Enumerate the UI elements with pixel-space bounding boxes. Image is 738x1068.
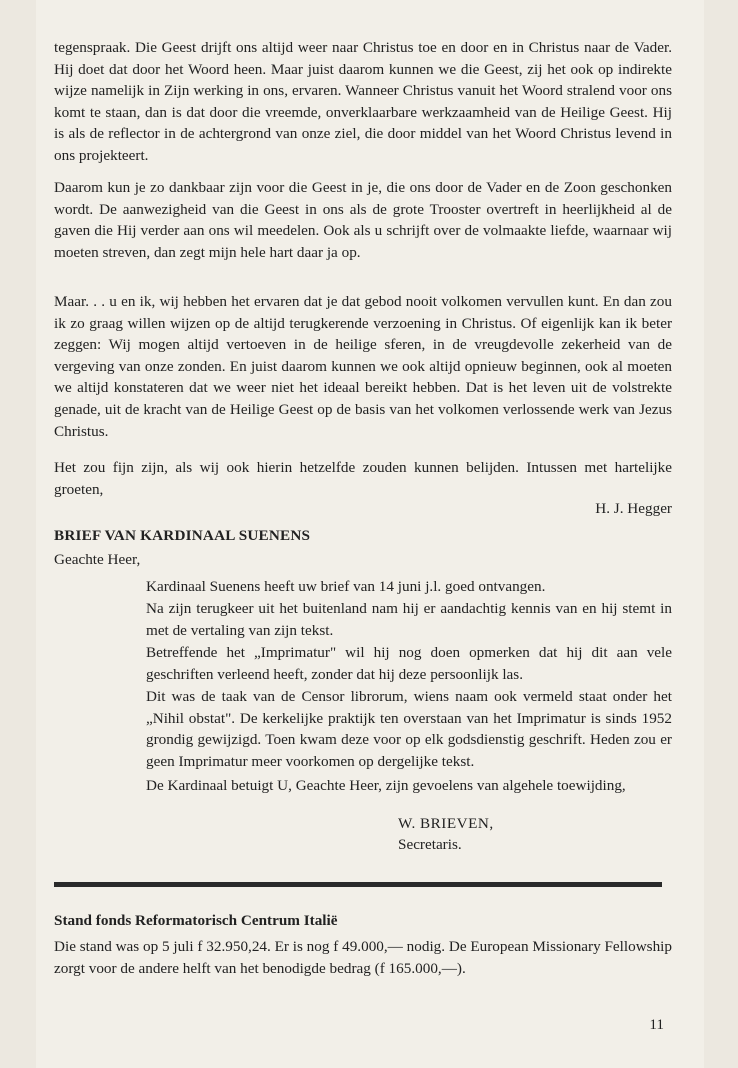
letter-heading: BRIEF VAN KARDINAAL SUENENS — [54, 527, 311, 544]
letter-paragraph-2: Na zijn terugkeer uit het buitenland nam hij er aandachtig kennis van en hij stemt in met de vertaling van zijn tekst. — [146, 600, 672, 639]
signature-hegger: H. J. Hegger — [595, 500, 672, 517]
page-number: 11 — [649, 1016, 664, 1033]
fund-title: Stand fonds Reformatorisch Centrum Italië — [54, 912, 338, 929]
letter-line-1: Kardinaal Suenens heeft uw brief van 14 juni j.l. goed ontvangen. — [146, 578, 546, 595]
paragraph-2: Daarom kun je zo dankbaar zijn voor die Geest in je, die ons door de Vader en de Zoon geschonken wordt. De aanwezigheid van die Geest in ons als de grote Trooster overtreft in heerlijkheid al de gaven die Hij verder aan ons wil meedelen. Ook als u schrijft over de volmaakte liefde, waarnaar wij moeten streven, dan zegt mijn hele hart daar ja op. — [54, 179, 672, 261]
document-page — [36, 0, 704, 1068]
paragraph-4: Het zou fijn zijn, als wij ook hierin hetzelfde zouden kunnen belijden. Intussen met hartelijke groeten, — [54, 459, 672, 498]
secretary-name: W. BRIEVEN, — [398, 815, 494, 832]
paragraph-1: tegenspraak. Die Geest drijft ons altijd weer naar Christus toe en door en in Christus naar de Vader. Hij doet dat door het Woord heen. Maar juist daarom kunnen we die Geest, zij het ook op indirekte wijze namelijk in Zijn werking in ons, ervaren. Wanneer Christus vanuit het Woord stralend voor ons komt te staan, dan is dat door die vreemde, onverklaarbare werkzaamheid van de Heilige Geest. Hij is als de reflector in de achtergrond van onze ziel, die door middel van het Woord Christus levend in ons projekteert. — [54, 39, 672, 164]
secretary-role: Secretaris. — [398, 836, 462, 853]
section-divider — [54, 882, 662, 887]
letter-salutation: Geachte Heer, — [54, 551, 141, 568]
fund-text: Die stand was op 5 juli f 32.950,24. Er is nog f 49.000,— nodig. De European Missionary Fellowship zorgt voor de andere helft van het benodigde bedrag (f 165.000,—). — [54, 938, 672, 977]
letter-paragraph-4: Dit was de taak van de Censor librorum, wiens naam ook vermeld staat onder het „Nihil obstat". De kerkelijke praktijk ten overstaan van het Imprimatur is sinds 1952 grondig gewijzigd. Toen kwam deze voor op elk godsdienstig geschrift. Heden zou er geen Imprimatur meer voorkomen op dergelijke tekst. — [146, 688, 672, 770]
paragraph-3: Maar. . . u en ik, wij hebben het ervaren dat je dat gebod nooit volkomen vervullen kunt. En dan zou ik zo graag willen wijzen op de altijd terugkerende verzoening in Christus. Of eigenlijk kan ik beter zeggen: Wij mogen altijd vertoeven in de heilige sferen, in de vreugdevolle zekerheid van de vergeving van onze zonden. En juist daarom kunnen we ook altijd opnieuw beginnen, ook al moeten we altijd konstateren dat we weer niet het ideaal bereikt hebben. Dat is het leven uit de volstrekte genade, uit de kracht van de Heilige Geest op de basis van het volkomen verlossende werk van Jezus Christus. — [54, 293, 672, 440]
letter-paragraph-5: De Kardinaal betuigt U, Geachte Heer, zijn gevoelens van algehele toewijding, — [146, 777, 626, 794]
letter-paragraph-3: Betreffende het „Imprimatur" wil hij nog doen opmerken dat hij dit aan vele geschriften verleend heeft, zonder dat hij deze persoonlijk las. — [146, 644, 672, 683]
